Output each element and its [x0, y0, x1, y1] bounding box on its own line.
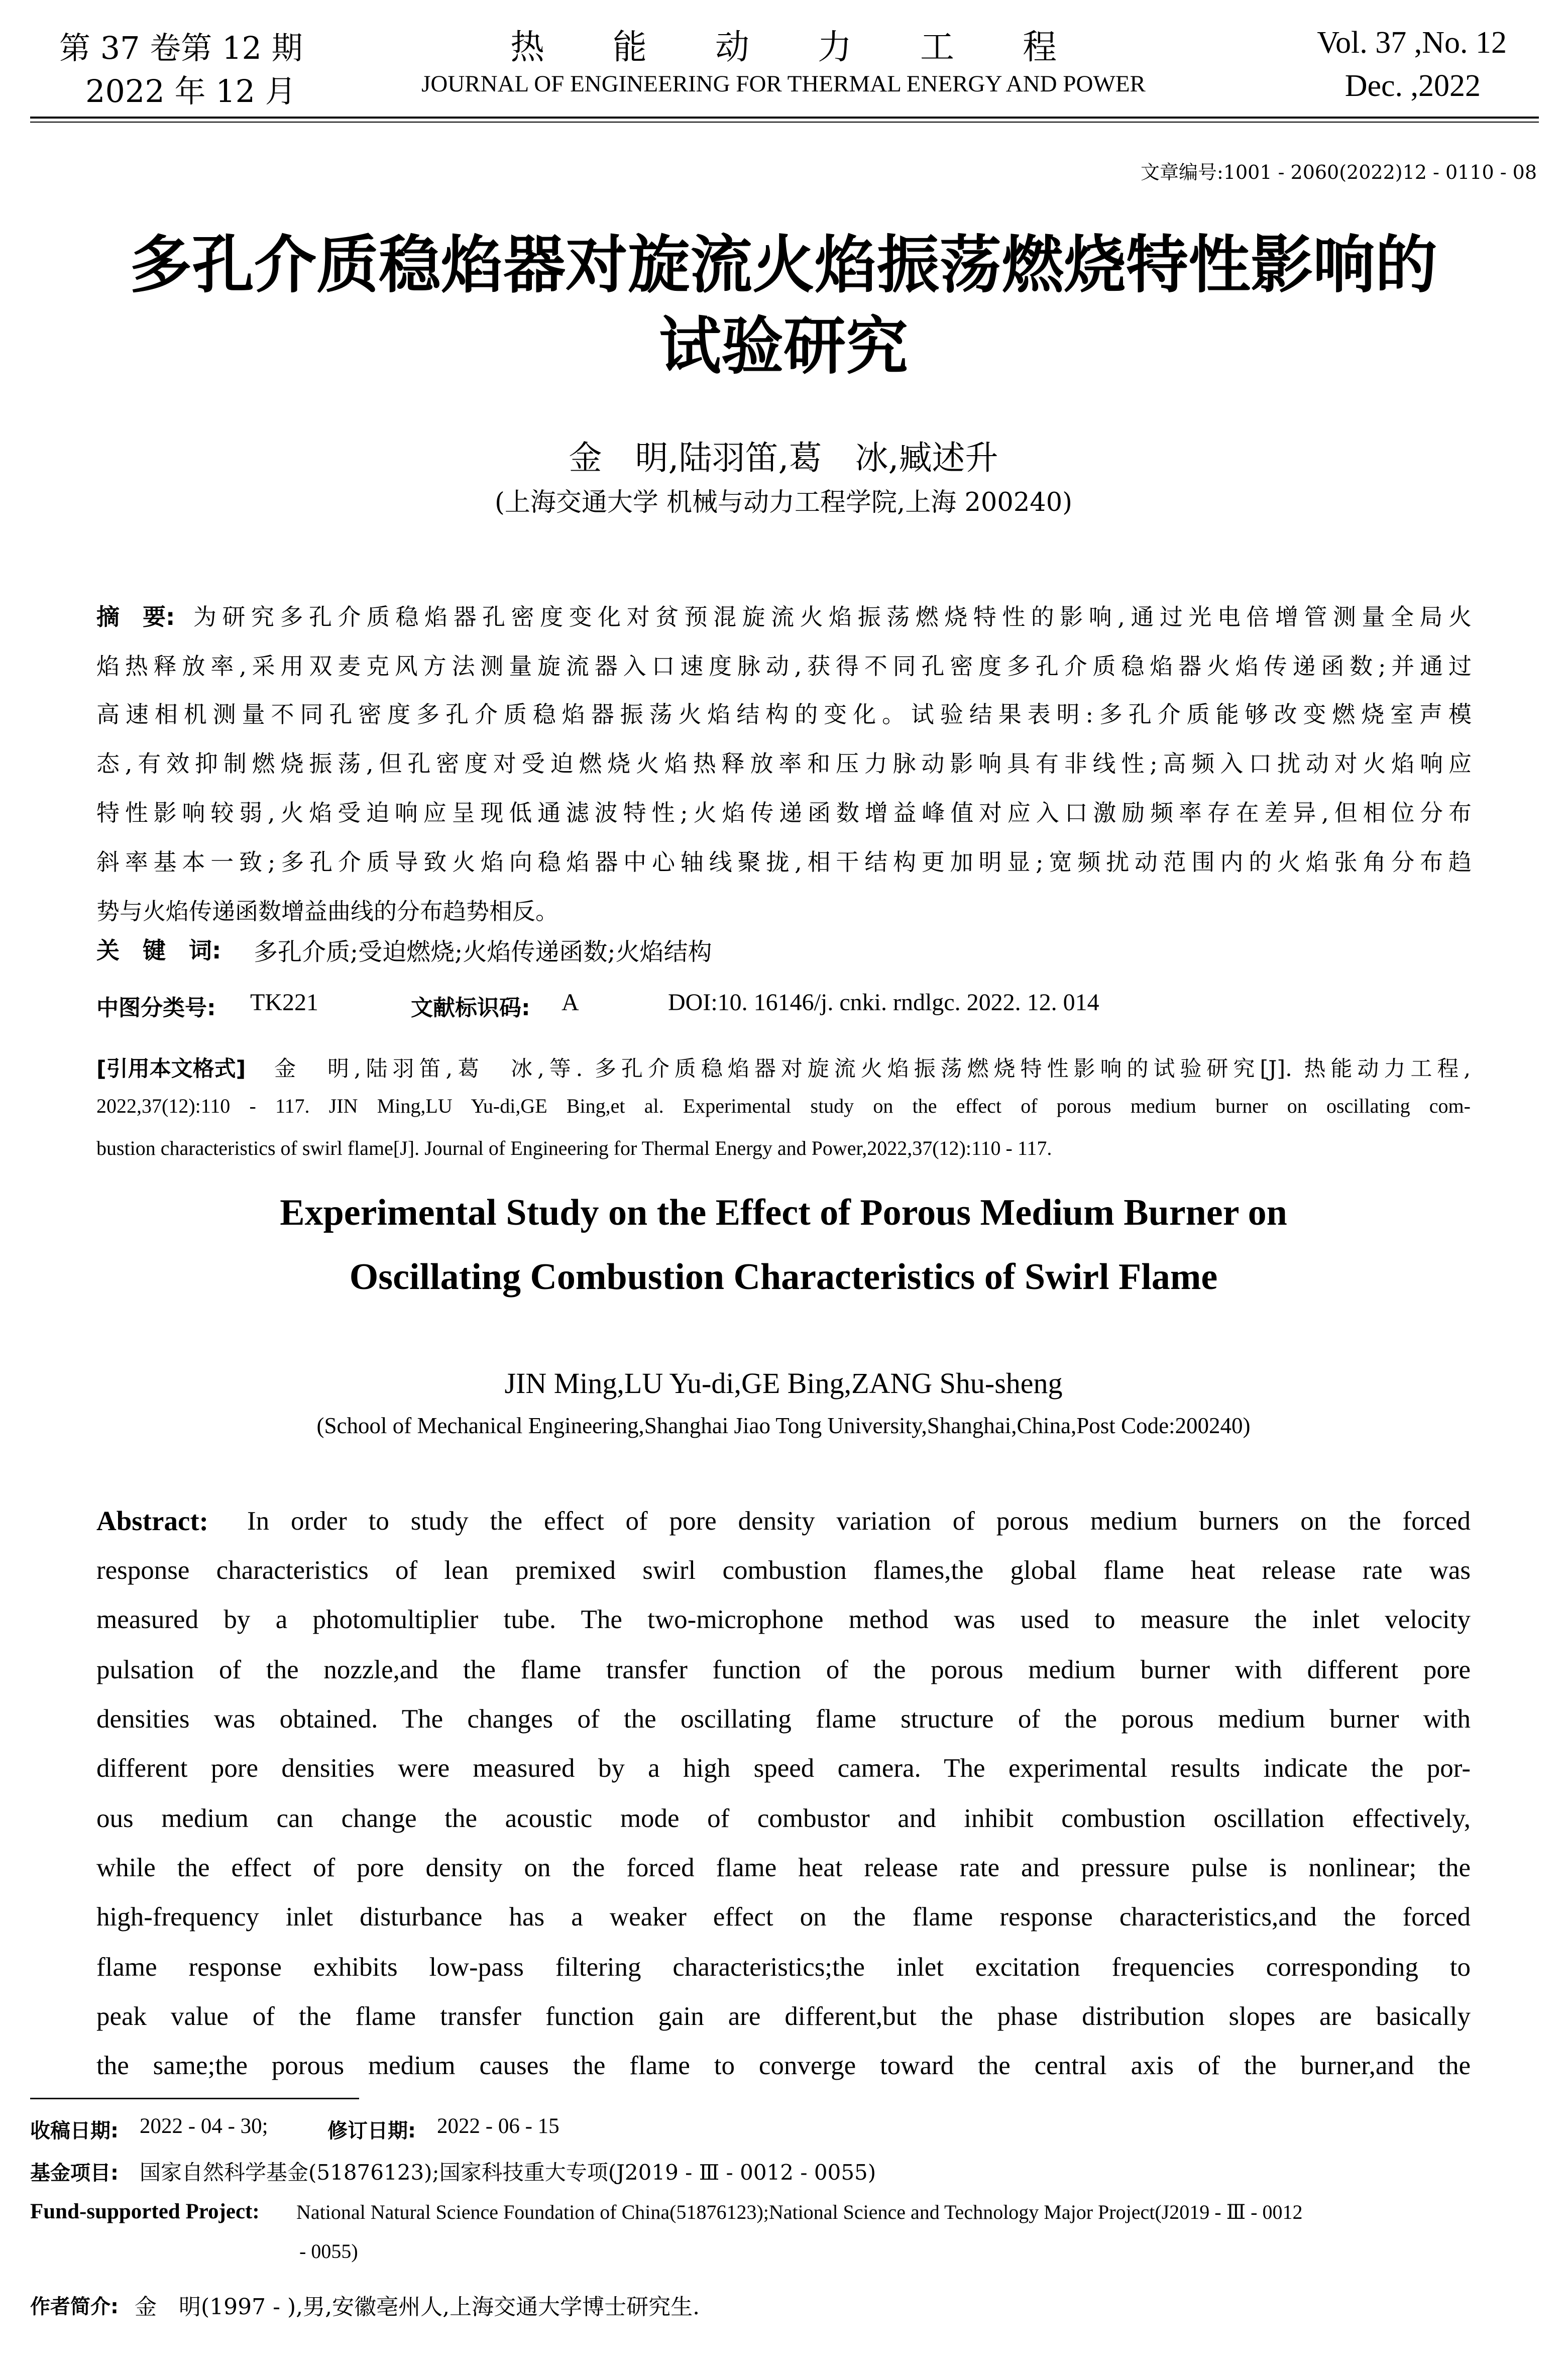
fund-en-line-1: National Natural Science Foundation of China(51876123);National Science and Technology Major Project(J2019 - Ⅲ - 0012	[296, 2201, 1303, 2223]
clc-number: TK221	[250, 989, 318, 1016]
fund-en-label: Fund-supported Project:	[30, 2200, 260, 2223]
header-rule-bottom	[30, 122, 1539, 123]
authors-en: JIN Ming,LU Yu-di,GE Bing,ZANG Shu-sheng	[504, 1367, 1063, 1400]
document-code-label: 文献标识码:	[411, 995, 530, 1021]
citation-label: [引用本文格式]	[96, 1056, 246, 1082]
abstract-cn-label: 摘 要:	[96, 603, 175, 630]
citation-line: 2022,37(12):110 - 117. JIN Ming,LU Yu-di,GE Bing,et al. Experimental study on the effect of porous medium burner on oscillating com-	[96, 1095, 1471, 1117]
abstract-en-line: high-frequency inlet disturbance has a weaker effect on the flame response characteristics,and the forced	[96, 1902, 1471, 1931]
clc-label: 中图分类号:	[96, 995, 216, 1021]
abstract-en-line: densities was obtained. The changes of the oscillating flame structure of the porous medium burner with	[96, 1704, 1471, 1734]
abstract-en-line: pulsation of the nozzle,and the flame transfer function of the porous medium burner with different pore	[96, 1655, 1471, 1684]
abstract-cn-line: 态,有效抑制燃烧振荡,但孔密度对受迫燃烧火焰热释放率和压力脉动影响具有非线性;高频入口扰动对火焰响应	[96, 750, 1472, 777]
abstract-cn-line: 特性影响较弱,火焰受迫响应呈现低通滤波特性;火焰传递函数增益峰值对应入口激励频率存在差异,但相位分布	[96, 799, 1472, 826]
abstract-en-line: while the effect of pore density on the forced flame heat release rate and pressure pulse is nonlinear; the	[96, 1853, 1471, 1882]
abstract-en-line: response characteristics of lean premixed swirl combustion flames,the global flame heat release rate was	[96, 1556, 1471, 1585]
abstract-cn-line: 焰热释放率,采用双麦克风方法测量旋流器入口速度脉动,获得不同孔密度多孔介质稳焰器火焰传递函数;并通过	[96, 653, 1472, 680]
doi: DOI:10. 16146/j. cnki. rndlgc. 2022. 12. 014	[668, 989, 1099, 1016]
header-rule-top	[30, 117, 1539, 119]
author-bio: 金 明(1997 - ),男,安徽亳州人,上海交通大学博士研究生.	[135, 2294, 700, 2320]
title-cn-line-1: 多孔介质稳焰器对旋流火焰振荡燃烧特性影响的	[129, 229, 1437, 301]
title-en-line-1: Experimental Study on the Effect of Porous Medium Burner on	[280, 1192, 1287, 1233]
abstract-cn-line: 斜率基本一致;多孔介质导致火焰向稳焰器中心轴线聚拢,相干结构更加明显;宽频扰动范围内的火焰张角分布趋	[96, 848, 1472, 876]
abstract-en-line: measured by a photomultiplier tube. The two-microphone method was used to measure the inlet velocity	[96, 1605, 1471, 1634]
abstract-en-line: flame response exhibits low-pass filtering characteristics;the inlet excitation frequencies corresponding to	[96, 1953, 1471, 1982]
journal-title-cn: 热 能 动 力 工 程	[510, 28, 1057, 67]
affiliation-cn: (上海交通大学 机械与动力工程学院,上海 200240)	[494, 488, 1073, 517]
volume-issue-cn: 第 37 卷第 12 期	[59, 30, 303, 66]
abstract-en-line: different pore densities were measured by a high speed camera. The experimental results indicate the por-	[96, 1754, 1471, 1783]
author-bio-label: 作者简介:	[30, 2295, 119, 2318]
article-number: 文章编号:1001 - 2060(2022)12 - 0110 - 08	[1141, 161, 1537, 183]
revised-label: 修订日期:	[327, 2119, 416, 2142]
abstract-en-line: the same;the porous medium causes the flame to converge toward the central axis of the burner,and the	[96, 2051, 1471, 2080]
citation-line: 金 明,陆羽笛,葛 冰,等. 多孔介质稳焰器对旋流火焰振荡燃烧特性影响的试验研究[J]. 热能动力工程,	[274, 1056, 1471, 1082]
abstract-en-label: Abstract:	[96, 1506, 208, 1536]
affiliation-en: (School of Mechanical Engineering,Shanghai Jiao Tong University,Shanghai,China,Post Code:200240)	[316, 1413, 1251, 1438]
revised-date: 2022 - 06 - 15	[437, 2114, 559, 2138]
abstract-en-line: ous medium can change the acoustic mode of combustor and inhibit combustion oscillation effectively,	[96, 1804, 1471, 1833]
abstract-cn-line: 高速相机测量不同孔密度多孔介质稳焰器振荡火焰结构的变化。试验结果表明:多孔介质能够改变燃烧室声模	[96, 701, 1472, 728]
authors-cn: 金 明,陆羽笛,葛 冰,臧述升	[569, 439, 998, 477]
publication-date-cn: 2022 年 12 月	[85, 73, 296, 110]
abstract-en-line: peak value of the flame transfer function gain are different,but the phase distribution slopes are basically	[96, 2002, 1471, 2031]
title-en-line-2: Oscillating Combustion Characteristics of Swirl Flame	[349, 1256, 1218, 1298]
abstract-cn-line: 为研究多孔介质稳焰器孔密度变化对贫预混旋流火焰振荡燃烧特性的影响,通过光电倍增管测量全局火	[193, 603, 1472, 630]
abstract-cn-line: 势与火焰传递函数增益曲线的分布趋势相反。	[96, 898, 558, 925]
title-cn-line-2: 试验研究	[658, 310, 908, 383]
fund-cn: 国家自然科学基金(51876123);国家科技重大专项(J2019 - Ⅲ - 0012 - 0055)	[140, 2160, 876, 2185]
citation-line: bustion characteristics of swirl flame[J]. Journal of Engineering for Thermal Energy and Power,2022,37(12):110 - 117.	[96, 1137, 1052, 1159]
fund-cn-label: 基金项目:	[30, 2162, 119, 2185]
journal-title-en: JOURNAL OF ENGINEERING FOR THERMAL ENERGY AND POWER	[421, 71, 1146, 97]
abstract-en-line: In order to study the effect of pore density variation of porous medium burners on the forced	[247, 1507, 1471, 1536]
received-date: 2022 - 04 - 30;	[140, 2114, 268, 2138]
fund-en-line-2: - 0055)	[299, 2240, 358, 2263]
footnote-rule	[30, 2098, 359, 2099]
publication-date-en: Dec. ,2022	[1345, 69, 1481, 103]
volume-issue-en: Vol. 37 ,No. 12	[1317, 26, 1507, 60]
received-label: 收稿日期:	[30, 2119, 119, 2142]
keywords-cn-label: 关 键 词:	[96, 937, 221, 964]
document-code: A	[562, 989, 579, 1016]
keywords-cn: 多孔介质;受迫燃烧;火焰传递函数;火焰结构	[254, 938, 712, 966]
